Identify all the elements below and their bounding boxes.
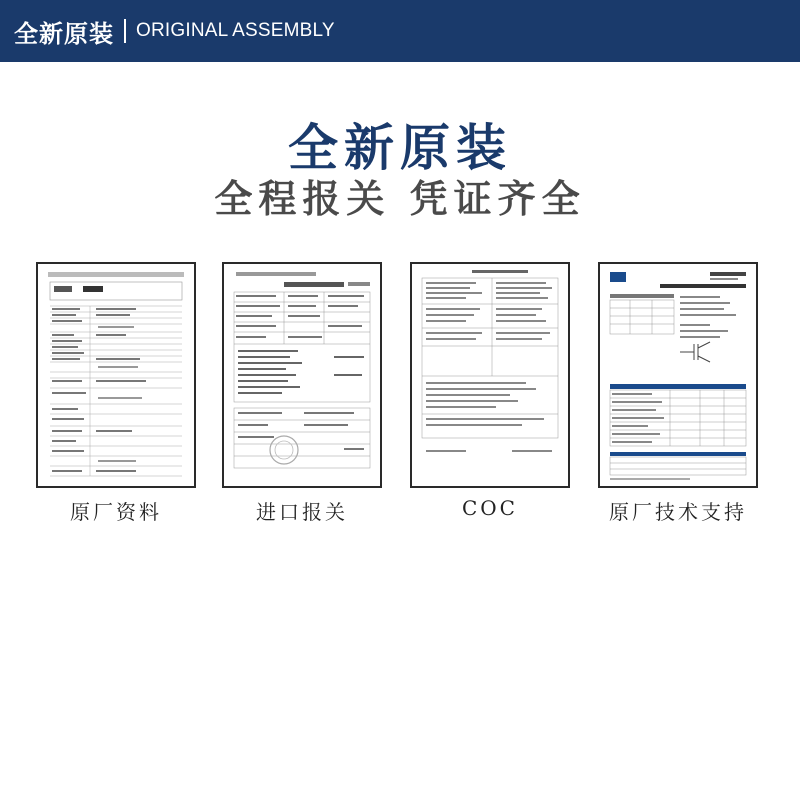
document-label-manufacturer-data: 原厂资料 [70, 500, 162, 524]
document-label-tech-support: 原厂技术支持 [609, 500, 747, 524]
document-image-coc [410, 262, 570, 488]
document-image-import-customs [222, 262, 382, 488]
header-title-en: ORIGINAL ASSEMBLY [136, 20, 335, 41]
document-label-import-customs: 进口报关 [256, 500, 348, 524]
document-image-manufacturer-data [36, 262, 196, 488]
headline-sub: 全程报关 凭证齐全 [214, 176, 586, 221]
header-title-cn: 全新原装 [14, 18, 114, 48]
header-bar [0, 0, 800, 62]
header-divider [124, 19, 126, 43]
document-label-coc: COC [461, 496, 518, 520]
document-image-datasheet [598, 262, 758, 488]
headline-main: 全新原装 [288, 118, 512, 177]
